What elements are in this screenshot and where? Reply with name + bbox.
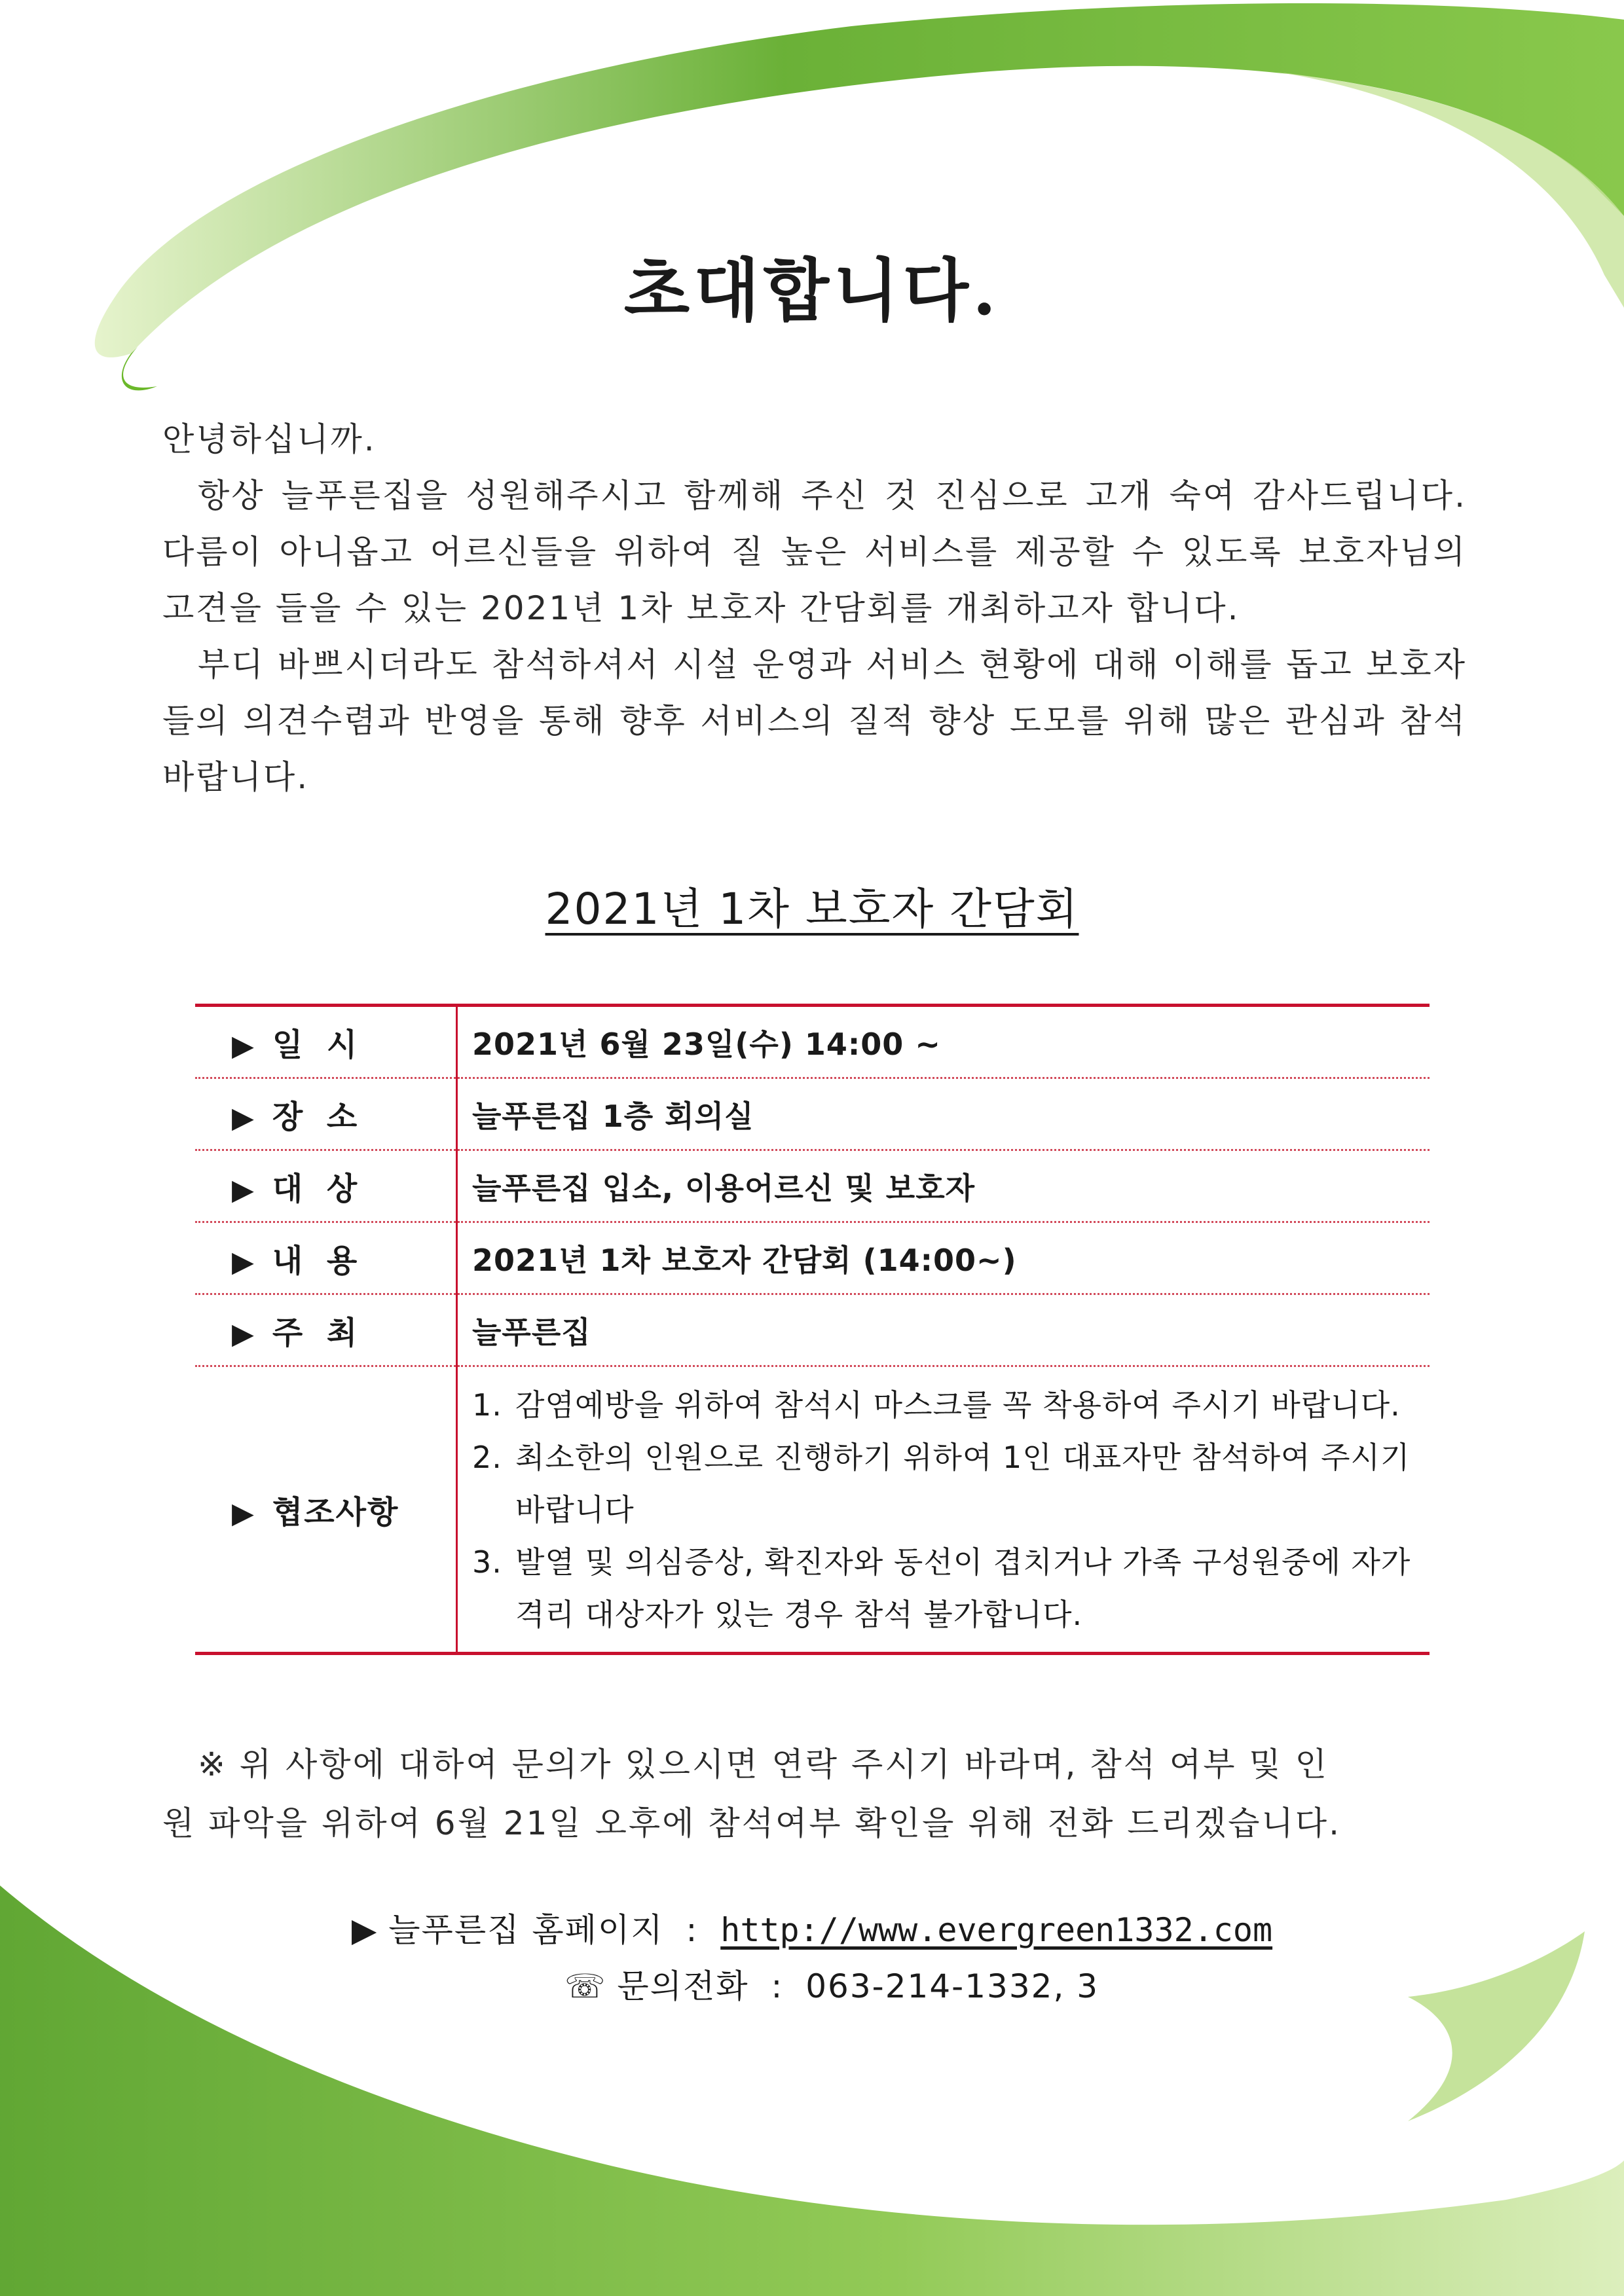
event-title — [0, 874, 1624, 936]
note-line-1: ※ 위 사항에 대하여 문의가 있으시면 연락 주시기 바라며, 참석 여부 및 인 — [198, 1745, 1329, 1783]
value-target: 늘푸른집 입소, 이용어르신 및 보호자 — [457, 1150, 1430, 1222]
contact-note — [162, 1735, 1467, 1853]
separator: : — [771, 1967, 784, 2005]
list-item: 1. 감염예방을 위하여 참석시 마스크를 꼭 착용하여 주시기 바랍니다. — [472, 1387, 1401, 1423]
note-line-2: 원 파악을 위하여 6월 21일 오후에 참석여부 확인을 위해 전화 드리겠습니다. — [162, 1804, 1341, 1842]
label-content: 내 용 — [272, 1243, 364, 1279]
paragraph-2: 부디 바쁘시더라도 참석하셔서 시설 운영과 서비스 현황에 대해 이해를 돕고 보호자들의 의견수렴과 반영을 통해 향후 서비스의 질적 향상 도모를 위해 많은 관심과 참석 바랍니다. — [162, 646, 1467, 796]
label-place: 장 소 — [272, 1099, 364, 1135]
triangle-right-icon: ▶ — [232, 1317, 254, 1351]
triangle-right-icon: ▶ — [232, 1101, 254, 1135]
event-title-text: 2021년 1차 보호자 간담회 — [545, 884, 1079, 934]
table-row-target — [195, 1150, 1430, 1222]
table-row-cooperation — [195, 1366, 1430, 1654]
homepage-label: 늘푸른집 홈페이지 — [388, 1911, 664, 1949]
greeting: 안녕하십니까. — [162, 420, 377, 458]
table-row-place — [195, 1078, 1430, 1150]
label-host: 주 최 — [272, 1315, 364, 1351]
page-title: 초대합니다. — [623, 250, 1001, 331]
table-row-host — [195, 1294, 1430, 1366]
homepage-link[interactable]: http://www.evergreen1332.com — [720, 1911, 1273, 1949]
value-host: 늘푸른집 — [457, 1294, 1430, 1366]
phone-line — [39, 1958, 1624, 2014]
triangle-right-icon: ▶ — [232, 1029, 254, 1063]
homepage-line — [0, 1902, 1624, 1958]
value-place: 늘푸른집 1층 회의실 — [457, 1078, 1430, 1150]
event-info-table — [195, 1004, 1430, 1655]
paragraph-1: 항상 늘푸른집을 성원해주시고 함께해 주신 것 진심으로 고개 숙여 감사드립니다. 다름이 아니옵고 어르신들을 위하여 질 높은 서비스를 제공할 수 있도록 보호자님의 고견을 들을 수 있는 2021년 1차 보호자 간담회를 개최하고자 합니다. — [162, 477, 1467, 627]
triangle-right-icon: ▶ — [232, 1245, 254, 1279]
triangle-right-icon: ▶ — [351, 1911, 378, 1949]
triangle-right-icon: ▶ — [232, 1497, 254, 1530]
table-row-content — [195, 1222, 1430, 1294]
label-target: 대 상 — [272, 1171, 364, 1207]
footer — [0, 1902, 1624, 2014]
table-row-date — [195, 1006, 1430, 1078]
list-item: 2. 최소한의 인원으로 진행하기 위하여 1인 대표자만 참석하여 주시기 바랍니다 — [472, 1439, 1411, 1527]
separator: : — [686, 1911, 699, 1949]
label-cooperation: 협조사항 — [272, 1494, 399, 1531]
list-item: 3. 발열 및 의심증상, 확진자와 동선이 겹치거나 가족 구성원중에 자가격리 대상자가 있는 경우 참석 불가합니다. — [472, 1544, 1411, 1632]
invitation-body — [162, 411, 1467, 805]
cooperation-list — [472, 1379, 1430, 1641]
label-date: 일 시 — [272, 1027, 364, 1063]
triangle-right-icon: ▶ — [232, 1173, 254, 1207]
phone-number: 063-214-1332, 3 — [805, 1967, 1099, 2005]
value-content: 2021년 1차 보호자 간담회 (14:00~) — [457, 1222, 1430, 1294]
value-date: 2021년 6월 23일(수) 14:00 ~ — [457, 1006, 1430, 1078]
phone-label: 문의전화 — [617, 1967, 749, 2005]
phone-icon: ☏ — [564, 1967, 607, 2005]
